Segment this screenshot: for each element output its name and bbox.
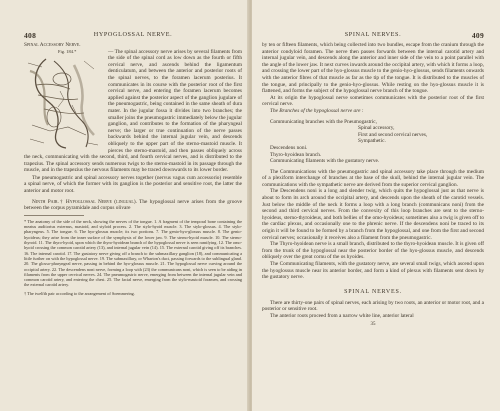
figure-label: Fig. 184.* — [58, 48, 77, 54]
neck-nerves-illustration — [24, 55, 102, 149]
list-item: Communicating filaments with the gustatory nerve. — [270, 158, 380, 165]
section-heading: Spinal Accessory Nerve. — [24, 42, 81, 48]
paragraph: The Descendens noni is a long and slender twig, which quits the hypoglossal just as that nerve is about to form its arch around the occipital artery, and descends upon the sheath of the carotid vessels. Just below the middle of the neck it forms a loop with a long branch (communicans noni) from the second and third cervical nerves. From the convexity of this loop branches are sent to the sterno-hyoideus, sterno-thyroideus, and both bellies of the omo-hyoideus; sometimes also a twig is given off to the cardiac plexus, and occasionally one to the phrenic nerve. If the descendens noni be traced to its origin it will be found to be formed by a branch from the hypoglossal, and one from the first and second cervical nerves; occasionally it receives also a filament from the pneumogastric. — [262, 188, 484, 241]
signature-mark: 35 — [370, 321, 376, 327]
paragraph — [24, 199, 242, 212]
paragraph-text: The hypoglossal nerve arises from the groove between the corpus pyramidale and corpus olivare — [24, 198, 242, 212]
paragraph: by ten or fifteen filaments, which being collected into two bundles, escape from the cranium through the anterior condyloid foramen. The nerve then passes forwards between the internal carotid artery and internal jugular vein, and descends along the anterior and inner side of the vein to a point parallel with the angle of the lower jaw. It next curves inwards around the occipital artery, with which it forms a loop, and crossing the lower part of the hyo-glossus muscle to the genio-hyo-glossus, sends filaments onwards with the anterior fibres of that muscle as far as the tip of the tongue. It is distributed to the muscles of the tongue, and principally to the genio-hyo-glossus. While resting on the hyo-glossus muscle it is flattened, and forms the subject of the hypoglossal nerve branch of the tongue. — [262, 42, 484, 95]
list-item: Communicating branches with the Pneumogastric, — [270, 118, 377, 125]
section-subheading: Hypoglossal Nerve (lingual). — [65, 198, 137, 205]
page-number: 409 — [471, 31, 484, 40]
paragraph: The Communicating filaments, with the gustatory nerve, are several small twigs, which ascend upon the hyoglossus muscle near its anterior border, and form a kind of plexus with filaments sent down by the gustatory nerve. — [262, 261, 484, 281]
anatomical-figure — [24, 49, 102, 149]
list-item: Sympathetic. — [358, 138, 386, 145]
list-item: Thyro-hyoidean branch. — [270, 151, 322, 158]
list-item: Spinal accessory, — [358, 125, 395, 132]
running-header: SPINAL NERVES. — [344, 31, 402, 38]
list-item: First and second cervical nerves, — [358, 131, 428, 138]
paragraph: The Communications with the pneumogastric and spinal accessory take place through the medium of a plexiform interchange of branches at the base of the skull, behind the internal jugular vein. The communications with the sympathetic nerve are derived from the superior cervical ganglion. — [262, 168, 484, 188]
paragraph — [24, 42, 242, 49]
left-page — [0, 0, 249, 411]
left-page-header — [24, 31, 242, 42]
paragraph: — The spinal accessory nerve arises by several filaments from the side of the spinal cord as low down as the fourth or fifth cervical nerve, and ascends behind the ligamentum denticulatum, and between the anterior and posterior roots of the spinal nerves, to the foramen lacerum posterius. It communicates in its course with the posterior root of the first cervical nerve, and entering the foramen lacerum becomes applied against the posterior aspect of the ganglion jugulare of the pneumogastric, being contained in the same sheath of dura mater. In the jugular fossa it divides into two branches; the smaller joins the pneumogastric immediately below the jugular ganglion, and contributes to the formation of the pharyngeal nerve; the larger or true continuation of the nerve passes backwards behind the internal jugular vein, and descends obliquely to the upper part of the sterno-mastoid muscle. It pierces the sterno-mastoid, and then passes obliquely across the neck, communicating with the second, third, and fourth cervical nerves, and is distributed to the trapezius. The spinal accessory sends numerous twigs to the sterno-mastoid in its passage through the muscle, and in the trapezius the nervous filaments may be traced downwards to its lower border. — [24, 48, 242, 174]
paragraph: At its origin the hypoglossal nerve sometimes communicates with the posterior root of the first cervical nerve. — [262, 94, 484, 108]
branches-list — [270, 119, 484, 165]
section-heading: SPINAL NERVES. — [344, 288, 402, 295]
right-page-header — [262, 31, 484, 42]
right-page — [252, 0, 500, 411]
paragraph: The pneumogastric and spinal accessory nerves together (nervus vagus cum accessorio) resemble a spinal nerve, of which the former with its ganglion is the posterior and sensitive root, the latter the anterior and motor root. — [24, 174, 242, 195]
paragraph: The Thyro-hyoidean nerve is a small branch, distributed to the thyro-hyoidean muscle. It is given off from the trunk of the hypoglossal near the posterior border of the hyo-glossus muscle, and descends obliquely over the great cornu of the os hyoides. — [262, 241, 484, 261]
footnote-rule — [24, 215, 84, 216]
footnote: † The twelfth pair according to the arrangement of Soemmering. — [24, 290, 135, 296]
paragraph: There are thirty-one pairs of spinal nerves, each arising by two roots, an anterior or motor root, and a posterior or sensitive root. — [262, 299, 484, 313]
list-item: Descendens noni. — [270, 144, 308, 151]
running-header: HYPOGLOSSAL NERVE. — [93, 31, 173, 38]
list-heading: The Branches of the hypoglossal nerve are : — [270, 107, 364, 114]
footnote: * The anatomy of the side of the neck, showing the nerves of the tongue. 1. A fragment of the temporal bone containing the meatus auditorius externus, mastoid, and styloid process. 2. The stylo-hyoid muscle. 3. The stylo-glossus. 4. The stylo-pharyngeus. 5. The tongue. 6. The hyo-glossus muscle; its two portions. 7. The genio-hyo-glossus muscle. 8. The genio-hyoideus; they arise from the inner surface of the symphysis of the lower jaw. 9. The sterno-hyoid muscle. 10. The sterno-thyroid. 11. The thyro-hyoid, upon which the thyro-hyoidean branch of the hypoglossal nerve is seen ramifying. 12. The omo-hyoid crossing the common carotid artery (13), and internal jugular vein (14). 15. The external carotid giving off its branches. 16. The internal carotid. 17. The gustatory nerve giving off a branch to the submaxillary ganglion (18), and communicating a little further on with the hypoglossal nerve. 19. The submaxillary, or Wharton's duct, passing forwards to the sublingual gland. 20. The glosso-pharyngeal nerve, passing in behind the hyo-glossus muscle. 21. The hypoglossal nerve curving around the occipital artery. 22. The descendens noni nerve, forming a loop with (23) the communicans noni, which is seen to be aiding in filaments from the upper cervical nerves. 24. The pneumogastric nerve, emerging from between the internal jugular vein and common carotid artery, and entering the chest. 25. The facial nerve, emerging from the stylo-mastoid foramen, and crossing the external carotid artery. — [24, 218, 242, 288]
paragraph: The anterior roots proceed from a narrow white line, anterior lateral — [270, 312, 414, 319]
page-number: 408 — [24, 31, 37, 40]
section-heading: Ninth Pair.† — [32, 198, 64, 205]
